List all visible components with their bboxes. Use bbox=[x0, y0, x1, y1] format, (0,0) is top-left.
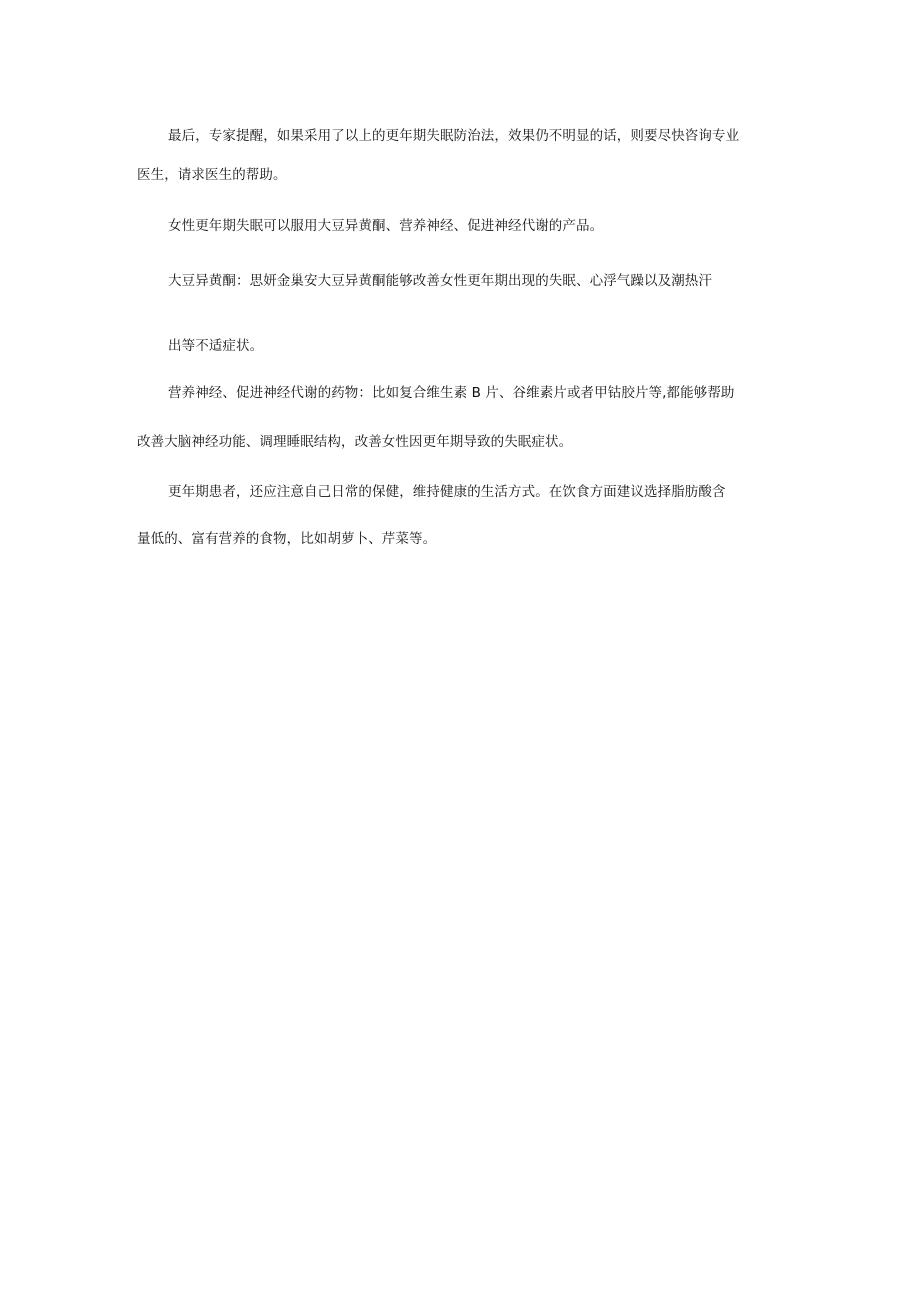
text-line: 量低的、富有营养的食物，比如胡萝卜、芹菜等。 bbox=[137, 531, 437, 547]
text-line: 出等不适症状。 bbox=[168, 338, 264, 354]
text-line: 大豆异黄酮：思妍金巢安大豆异黄酮能够改善女性更年期出现的失眠、心浮气躁以及潮热汗 bbox=[168, 273, 712, 289]
text-line: 医生，请求医生的帮助。 bbox=[137, 167, 287, 183]
text-line: 营养神经、促进神经代谢的药物：比如复合维生素 B 片、谷维素片或者甲钴胶片等,都能够帮助 bbox=[168, 385, 735, 401]
text-line: 更年期患者，还应注意自己日常的保健，维持健康的生活方式。在饮食方面建议选择脂肪酸含 bbox=[168, 484, 726, 500]
text-line: 最后，专家提醒，如果采用了以上的更年期失眠防治法，效果仍不明显的话，则要尽快咨询专业 bbox=[168, 128, 740, 144]
text-line: 改善大脑神经功能、调理睡眠结构，改善女性因更年期导致的失眠症状。 bbox=[137, 434, 573, 450]
text-line: 女性更年期失眠可以服用大豆异黄酮、营养神经、促进神经代谢的产品。 bbox=[168, 218, 604, 234]
